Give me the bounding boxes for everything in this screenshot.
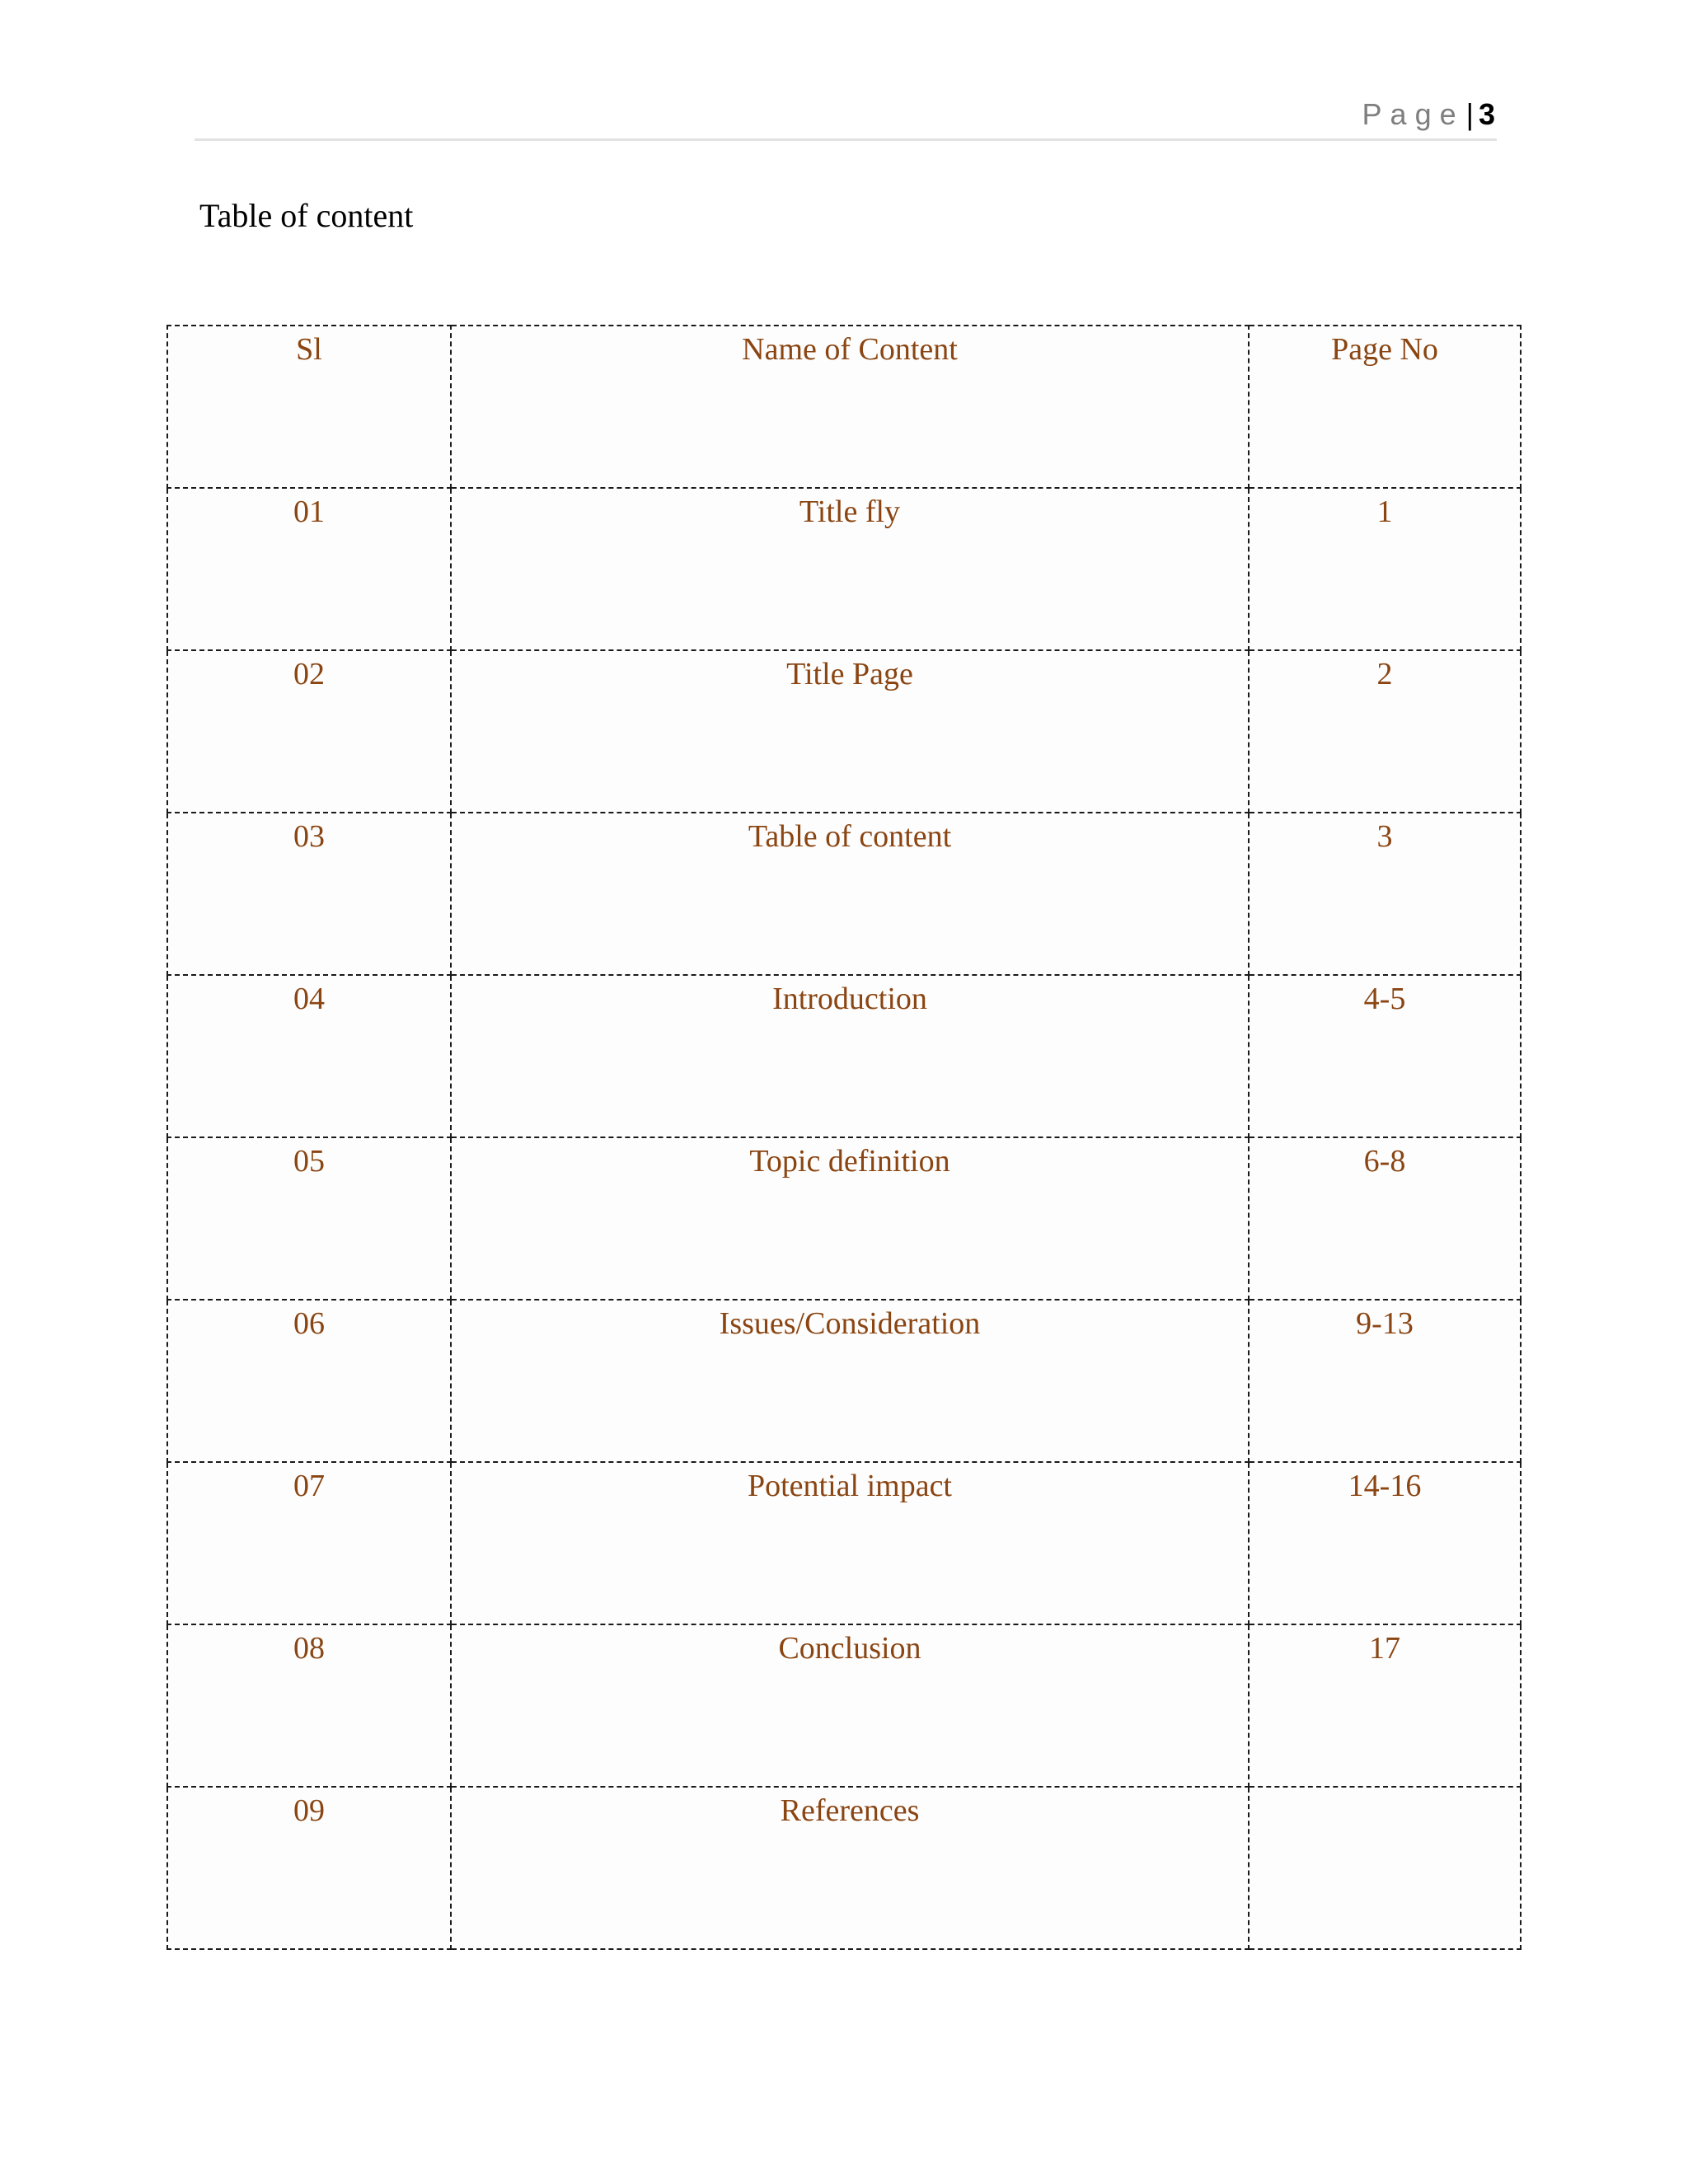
cell-page: 17: [1249, 1624, 1521, 1787]
cell-sl: 08: [167, 1624, 451, 1787]
table-row: [167, 813, 1521, 975]
cell-page: 1: [1249, 488, 1521, 650]
col-header-page: Page No: [1249, 326, 1521, 488]
cell-name: Table of content: [451, 813, 1249, 975]
cell-page: 9-13: [1249, 1300, 1521, 1462]
cell-page: 2: [1249, 650, 1521, 813]
cell-name: Issues/Consideration: [451, 1300, 1249, 1462]
cell-name: References: [451, 1787, 1249, 1949]
page-header: [1362, 97, 1495, 132]
col-header-sl: Sl: [167, 326, 451, 488]
table-row: [167, 1624, 1521, 1787]
cell-sl: 01: [167, 488, 451, 650]
table-row: [167, 975, 1521, 1137]
document-heading: Table of content: [199, 197, 414, 234]
cell-sl: 09: [167, 1787, 451, 1949]
cell-name: Potential impact: [451, 1462, 1249, 1624]
page-label: Page: [1362, 97, 1465, 131]
cell-name: Topic definition: [451, 1137, 1249, 1300]
toc-table: [166, 325, 1522, 1950]
cell-name: Conclusion: [451, 1624, 1249, 1787]
page-number: 3: [1478, 97, 1495, 131]
table-row: [167, 1137, 1521, 1300]
cell-page: 6-8: [1249, 1137, 1521, 1300]
cell-sl: 07: [167, 1462, 451, 1624]
cell-name: Title Page: [451, 650, 1249, 813]
cell-sl: 03: [167, 813, 451, 975]
toc-header-row: [167, 326, 1521, 488]
table-row: [167, 1300, 1521, 1462]
table-row: [167, 488, 1521, 650]
page-separator: |: [1465, 97, 1474, 131]
cell-name: Introduction: [451, 975, 1249, 1137]
cell-name: Title fly: [451, 488, 1249, 650]
col-header-name: Name of Content: [451, 326, 1249, 488]
header-rule: [195, 138, 1497, 141]
cell-page: [1249, 1787, 1521, 1949]
cell-sl: 02: [167, 650, 451, 813]
table-row: [167, 1462, 1521, 1624]
cell-sl: 05: [167, 1137, 451, 1300]
cell-page: 3: [1249, 813, 1521, 975]
cell-sl: 06: [167, 1300, 451, 1462]
cell-page: 4-5: [1249, 975, 1521, 1137]
cell-sl: 04: [167, 975, 451, 1137]
table-row: [167, 650, 1521, 813]
table-row: [167, 1787, 1521, 1949]
cell-page: 14-16: [1249, 1462, 1521, 1624]
